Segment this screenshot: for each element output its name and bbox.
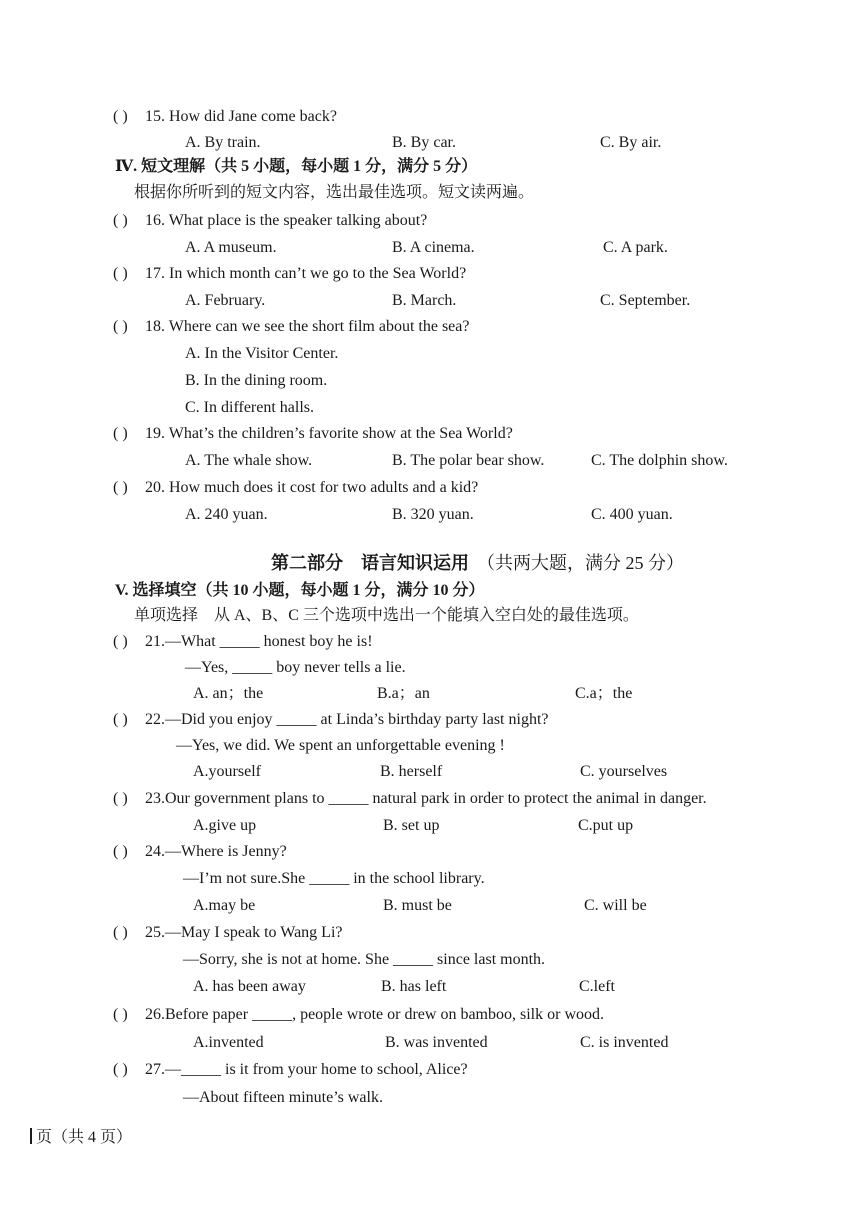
q15-option-b: B. By car.	[392, 134, 456, 151]
q21-stem-2: —Yes, _____ boy never tells a lie.	[185, 659, 406, 676]
q24-stem-2: —I’m not sure.She _____ in the school library.	[183, 870, 485, 887]
q15-stem	[113, 107, 337, 127]
q20-option-b: B. 320 yuan.	[392, 506, 474, 523]
section-4-instruction: 根据你所听到的短文内容，选出最佳选项。短文读两遍。	[134, 184, 535, 201]
q16-option-c: C. A park.	[603, 239, 668, 256]
q16-option-b: B. A cinema.	[392, 239, 475, 256]
q23-option-b: B. set up	[383, 817, 440, 834]
q26-option-a: A.invented	[193, 1034, 264, 1051]
q24-option-a: A.may be	[193, 897, 256, 914]
q18-option-a: A. In the Visitor Center.	[185, 345, 339, 362]
q19-option-a: A. The whale show.	[185, 452, 313, 469]
stem-text: 24.—Where is Jenny?	[145, 843, 287, 860]
section-4-title: Ⅳ. 短文理解（共 5 小题，每小题 1 分，满分 5 分）	[115, 158, 478, 175]
q17-option-b: B. March.	[392, 292, 457, 309]
answer-paren: ( )	[113, 633, 128, 650]
q17-option-c: C. September.	[600, 292, 691, 309]
q24-option-c: C. will be	[584, 897, 647, 914]
answer-paren: ( )	[113, 1006, 128, 1023]
stem-text: 25.—May I speak to Wang Li?	[145, 924, 343, 941]
page-footer	[30, 1128, 132, 1148]
answer-paren: ( )	[113, 212, 128, 229]
q19-option-b: B. The polar bear show.	[392, 452, 545, 469]
q19-stem	[113, 424, 513, 444]
stem-text: 22.—Did you enjoy _____ at Linda’s birthday party last night?	[145, 711, 549, 728]
q23-option-c: C.put up	[578, 817, 634, 834]
q24-stem	[113, 842, 287, 862]
stem-text: 21.—What _____ honest boy he is!	[145, 633, 373, 650]
q23-option-a: A.give up	[193, 817, 257, 834]
part-2-title: 第二部分 语言知识运用	[271, 553, 469, 573]
q22-option-c: C. yourselves	[580, 763, 668, 780]
q15-option-c: C. By air.	[600, 134, 662, 151]
q21-stem	[113, 632, 373, 652]
answer-paren: ( )	[113, 479, 128, 496]
q22-option-b: B. herself	[380, 763, 443, 780]
answer-paren: ( )	[113, 265, 128, 282]
q25-option-b: B. has left	[381, 978, 447, 995]
answer-paren: ( )	[113, 711, 128, 728]
q22-stem-2: —Yes, we did. We spent an unforgettable evening !	[176, 737, 505, 754]
q16-stem	[113, 211, 427, 231]
page-edge-mark	[30, 1128, 32, 1144]
q18-option-c: C. In different halls.	[185, 399, 315, 416]
q22-option-a: A.yourself	[193, 763, 261, 780]
q22-stem	[113, 710, 549, 730]
stem-text: 20. How much does it cost for two adults and a kid?	[145, 479, 479, 496]
q21-option-c: C.a；the	[575, 685, 633, 702]
page-number-text: 页（共 4 页）	[36, 1129, 133, 1146]
q20-stem	[113, 478, 478, 498]
stem-text: 27.—_____ is it from your home to school, Alice?	[145, 1061, 468, 1078]
q21-option-b: B.a；an	[377, 685, 430, 702]
part-2-heading	[271, 553, 684, 573]
q17-option-a: A. February.	[185, 292, 266, 309]
q17-stem	[113, 264, 466, 284]
stem-text: 16. What place is the speaker talking about?	[145, 212, 428, 229]
stem-text: 26.Before paper _____, people wrote or drew on bamboo, silk or wood.	[145, 1006, 604, 1023]
q26-option-c: C. is invented	[580, 1034, 669, 1051]
q18-option-b: B. In the dining room.	[185, 372, 328, 389]
q18-stem	[113, 317, 469, 337]
section-5-title: V. 选择填空（共 10 小题，每小题 1 分，满分 10 分）	[115, 582, 485, 599]
answer-paren: ( )	[113, 108, 128, 125]
q15-option-a: A. By train.	[185, 134, 261, 151]
answer-paren: ( )	[113, 425, 128, 442]
q20-option-c: C. 400 yuan.	[591, 506, 673, 523]
q26-stem	[113, 1005, 604, 1025]
answer-paren: ( )	[113, 924, 128, 941]
stem-text: 19. What’s the children’s favorite show at the Sea World?	[145, 425, 513, 442]
q20-option-a: A. 240 yuan.	[185, 506, 268, 523]
part-2-note: （共两大题，满分 25 分）	[477, 553, 684, 573]
stem-text: 18. Where can we see the short film about the sea?	[145, 318, 470, 335]
q25-option-a: A. has been away	[193, 978, 306, 995]
answer-paren: ( )	[113, 843, 128, 860]
q16-option-a: A. A museum.	[185, 239, 277, 256]
q24-option-b: B. must be	[383, 897, 452, 914]
q25-stem	[113, 923, 342, 943]
answer-paren: ( )	[113, 318, 128, 335]
stem-text: 15. How did Jane come back?	[145, 108, 337, 125]
answer-paren: ( )	[113, 790, 128, 807]
answer-paren: ( )	[113, 1061, 128, 1078]
q26-option-b: B. was invented	[385, 1034, 488, 1051]
q23-stem	[113, 789, 707, 809]
section-5-instruction: 单项选择 从 A、B、C 三个选项中选出一个能填入空白处的最佳选项。	[134, 607, 639, 624]
q27-stem	[113, 1060, 468, 1080]
q25-stem-2: —Sorry, she is not at home. She _____ since last month.	[183, 951, 546, 968]
stem-text: 23.Our government plans to _____ natural park in order to protect the animal in danger.	[145, 790, 707, 807]
q19-option-c: C. The dolphin show.	[591, 452, 728, 469]
q21-option-a: A. an；the	[193, 685, 264, 702]
stem-text: 17. In which month can’t we go to the Sea World?	[145, 265, 467, 282]
q27-stem-2: —About fifteen minute’s walk.	[183, 1089, 383, 1106]
q25-option-c: C.left	[579, 978, 615, 995]
